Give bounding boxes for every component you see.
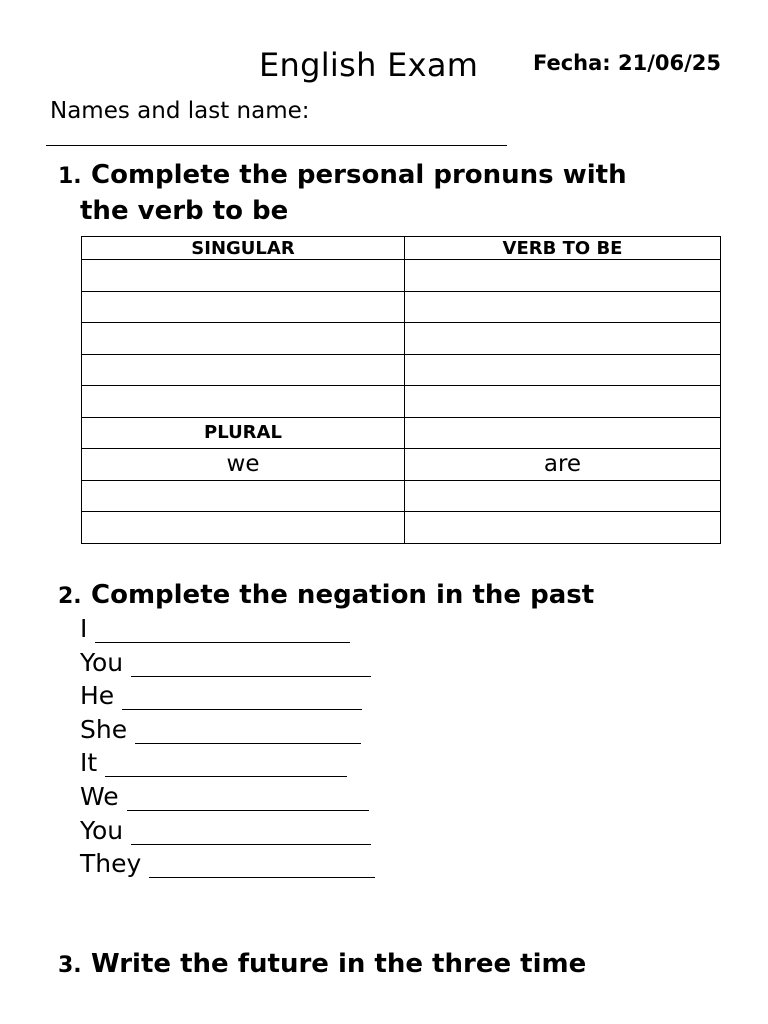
answer-blank[interactable] <box>105 752 347 777</box>
question-1-text-line2: the verb to be <box>80 196 289 226</box>
answer-cell[interactable] <box>405 260 721 292</box>
list-item <box>80 612 375 646</box>
list-item <box>80 679 375 713</box>
list-item <box>80 646 375 680</box>
answer-cell[interactable] <box>405 291 721 323</box>
list-item <box>80 780 375 814</box>
pronoun-label: He <box>80 681 115 711</box>
column-header-singular: SINGULAR <box>82 237 405 260</box>
pronoun-label: She <box>80 714 128 744</box>
answer-cell[interactable] <box>82 260 405 292</box>
answer-blank[interactable] <box>149 853 375 878</box>
answer-blank[interactable] <box>131 820 371 845</box>
question-3-heading <box>58 947 586 983</box>
exam-date: Fecha: 21/06/25 <box>533 51 722 75</box>
names-label: Names and last name: <box>50 98 310 124</box>
table-row <box>82 449 721 481</box>
question-2-number: 2. <box>58 584 82 609</box>
pronoun-label: You <box>80 815 124 845</box>
list-item <box>80 847 375 881</box>
question-2-heading <box>58 578 594 614</box>
question-1-number: 1. <box>58 164 82 189</box>
answer-cell[interactable] <box>82 354 405 386</box>
answer-cell[interactable] <box>82 386 405 418</box>
pronoun-label: They <box>80 849 142 879</box>
list-item <box>80 746 375 780</box>
question-1-heading <box>58 158 627 228</box>
answer-blank[interactable] <box>131 652 371 677</box>
answer-cell[interactable] <box>82 291 405 323</box>
answer-cell[interactable] <box>82 512 405 544</box>
question-2-text: Complete the negation in the past <box>91 580 595 610</box>
question-1-text-line1: Complete the personal pronuns with <box>91 160 627 190</box>
pronoun-label: We <box>80 781 119 811</box>
negation-list <box>80 612 375 881</box>
question-3-text: Write the future in the three time <box>91 949 587 979</box>
answer-blank[interactable] <box>135 719 361 744</box>
answer-cell[interactable] <box>405 417 721 449</box>
answer-cell[interactable] <box>405 386 721 418</box>
example-verb: are <box>405 449 721 481</box>
table-header-row <box>82 237 721 260</box>
table-row <box>82 417 721 449</box>
answer-blank[interactable] <box>122 685 362 710</box>
table-row <box>82 291 721 323</box>
table-row <box>82 480 721 512</box>
pronoun-label: I <box>80 614 88 643</box>
question-3-number: 3. <box>58 953 82 978</box>
answer-cell[interactable] <box>82 323 405 355</box>
column-header-verb-to-be: VERB TO BE <box>405 237 721 260</box>
list-item <box>80 814 375 848</box>
answer-blank[interactable] <box>95 618 350 643</box>
pronoun-label: You <box>80 647 124 677</box>
answer-cell[interactable] <box>405 354 721 386</box>
plural-label: PLURAL <box>82 417 405 449</box>
exam-title: English Exam <box>259 46 479 84</box>
pronoun-table <box>81 236 721 544</box>
table-row <box>82 386 721 418</box>
pronoun-label: It <box>80 748 98 778</box>
answer-cell[interactable] <box>405 323 721 355</box>
names-answer-line[interactable] <box>46 145 507 146</box>
answer-cell[interactable] <box>405 480 721 512</box>
table-row <box>82 354 721 386</box>
example-pronoun: we <box>82 449 405 481</box>
table-row <box>82 260 721 292</box>
table-row <box>82 323 721 355</box>
list-item <box>80 713 375 747</box>
answer-cell[interactable] <box>82 480 405 512</box>
answer-cell[interactable] <box>405 512 721 544</box>
table-row <box>82 512 721 544</box>
answer-blank[interactable] <box>127 786 369 811</box>
